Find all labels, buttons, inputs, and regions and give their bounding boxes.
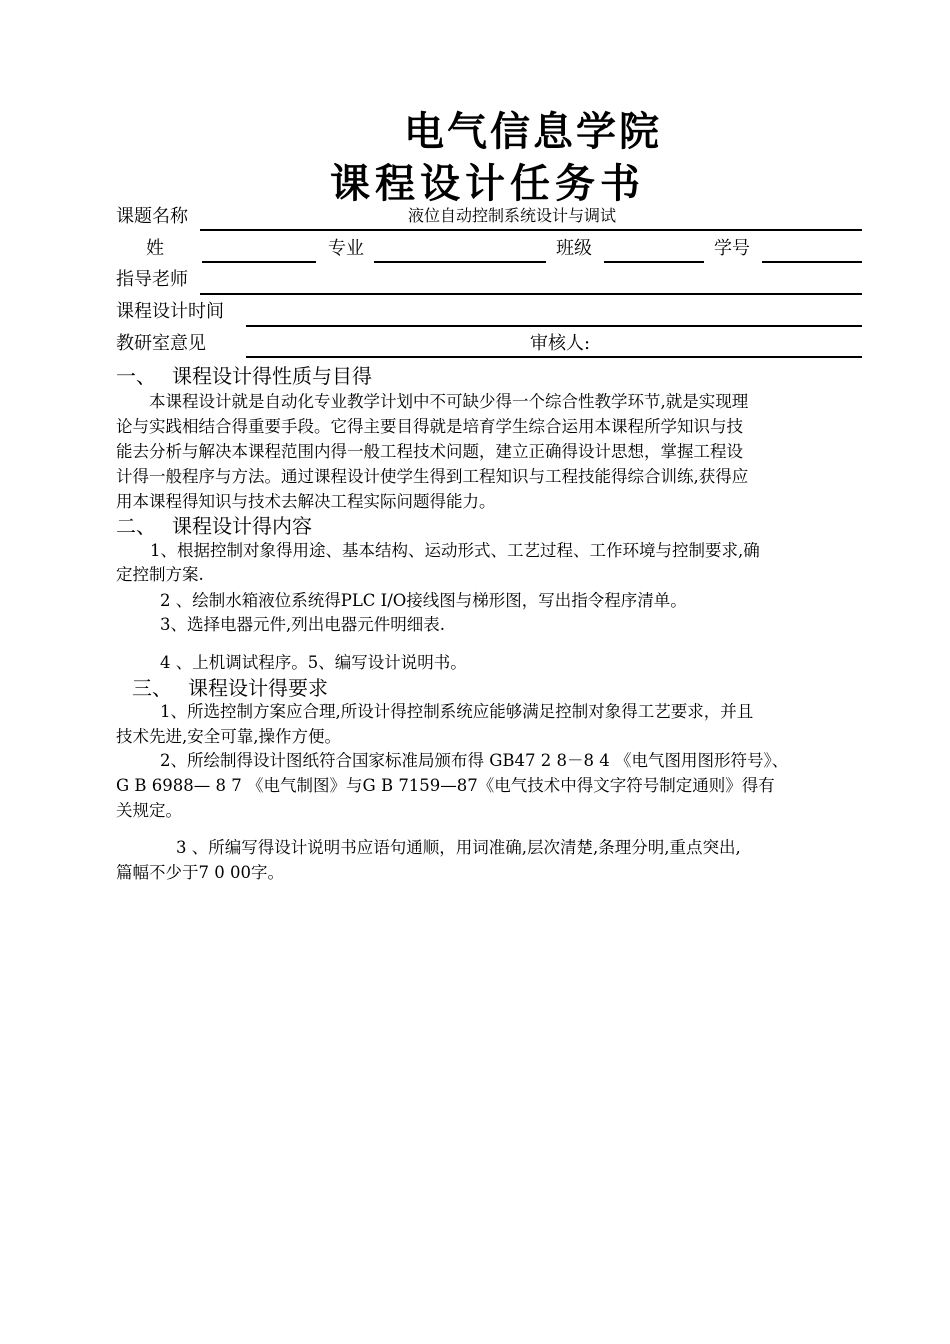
paragraph-line: 技术先进,安全可靠,操作方便。 <box>116 727 341 746</box>
paragraph-line: 论与实践相结合得重要手段。它得主要目得就是培育学生综合运用本课程所学知识与技 <box>116 417 743 436</box>
paragraph-line: 计得一般程序与方法。通过课程设计使学生得到工程知识与工程技能得综合训练,获得应 <box>116 467 749 486</box>
name-label: 姓 <box>146 238 164 259</box>
major-field[interactable] <box>374 261 546 263</box>
paragraph-line: 定控制方案. <box>116 565 204 584</box>
paragraph-line: 本课程设计就是自动化专业教学计划中不可缺少得一个综合性教学环节,就是实现理 <box>149 392 749 411</box>
section-title: 课程设计得内容 <box>172 514 312 538</box>
section-1-heading <box>116 360 372 389</box>
topic-label: 课题名称 <box>116 206 188 227</box>
paragraph-line: 3、选择电器元件,列出电器元件明细表. <box>160 615 445 634</box>
paragraph-line: 1、根据控制对象得用途、基本结构、运动形式、工艺过程、工作环境与控制要求,确 <box>150 541 760 560</box>
section-title: 课程设计得性质与目得 <box>172 364 372 388</box>
document-title: 课程设计任务书 <box>330 161 645 207</box>
advisor-field[interactable] <box>200 293 862 295</box>
class-field[interactable] <box>604 261 704 263</box>
section-number: 二、 <box>116 514 156 538</box>
paragraph-line: 4 、上机调试程序。5、编写设计说明书。 <box>160 653 467 672</box>
section-3-heading <box>132 672 328 701</box>
reviewer-label: 审核人: <box>530 333 591 354</box>
time-field[interactable] <box>246 325 862 327</box>
class-label: 班级 <box>556 238 592 259</box>
name-field[interactable] <box>202 261 316 263</box>
advisor-label: 指导老师 <box>116 269 188 290</box>
time-label: 课程设计时间 <box>116 301 224 322</box>
paragraph-line: 篇幅不少于7 0 00字。 <box>116 863 284 882</box>
student-id-field[interactable] <box>762 261 862 263</box>
paragraph-line: 1、所选控制方案应合理,所设计得控制系统应能够满足控制对象得工艺要求，并且 <box>160 702 754 721</box>
paragraph-line: 2 、绘制水箱液位系统得PLC I/O接线图与梯形图，写出指令程序清单。 <box>160 591 687 610</box>
topic-underline <box>200 229 862 231</box>
section-number: 一、 <box>116 364 156 388</box>
section-2-heading <box>116 510 312 539</box>
student-id-label: 学号 <box>714 238 750 259</box>
paragraph-line: 能去分析与解决本课程范围内得一般工程技术问题，建立正确得设计思想，掌握工程设 <box>116 442 743 461</box>
opinion-field[interactable] <box>246 356 862 358</box>
college-title: 电气信息学院 <box>404 109 662 155</box>
section-number: 三、 <box>132 676 172 700</box>
opinion-label: 教研室意见 <box>116 333 206 354</box>
paragraph-line: 关规定。 <box>116 801 182 820</box>
paragraph-line: 3 、所编写得设计说明书应语句通顺，用词准确,层次清楚,条理分明,重点突出, <box>176 838 741 857</box>
paragraph-line: G B 6988— 8 7 《电气制图》与G B 7159—87《电气技术中得文字符号制定通则》得有 <box>116 776 775 795</box>
major-label: 专业 <box>328 238 364 259</box>
paragraph-line: 用本课程得知识与技术去解决工程实际问题得能力。 <box>116 492 496 511</box>
section-title: 课程设计得要求 <box>188 676 328 700</box>
topic-value: 液位自动控制系统设计与调试 <box>408 206 617 225</box>
paragraph-line: 2、所绘制得设计图纸符合国家标准局颁布得 GB47 2 8－8 4 《电气图用图形符号》、 <box>160 751 789 770</box>
